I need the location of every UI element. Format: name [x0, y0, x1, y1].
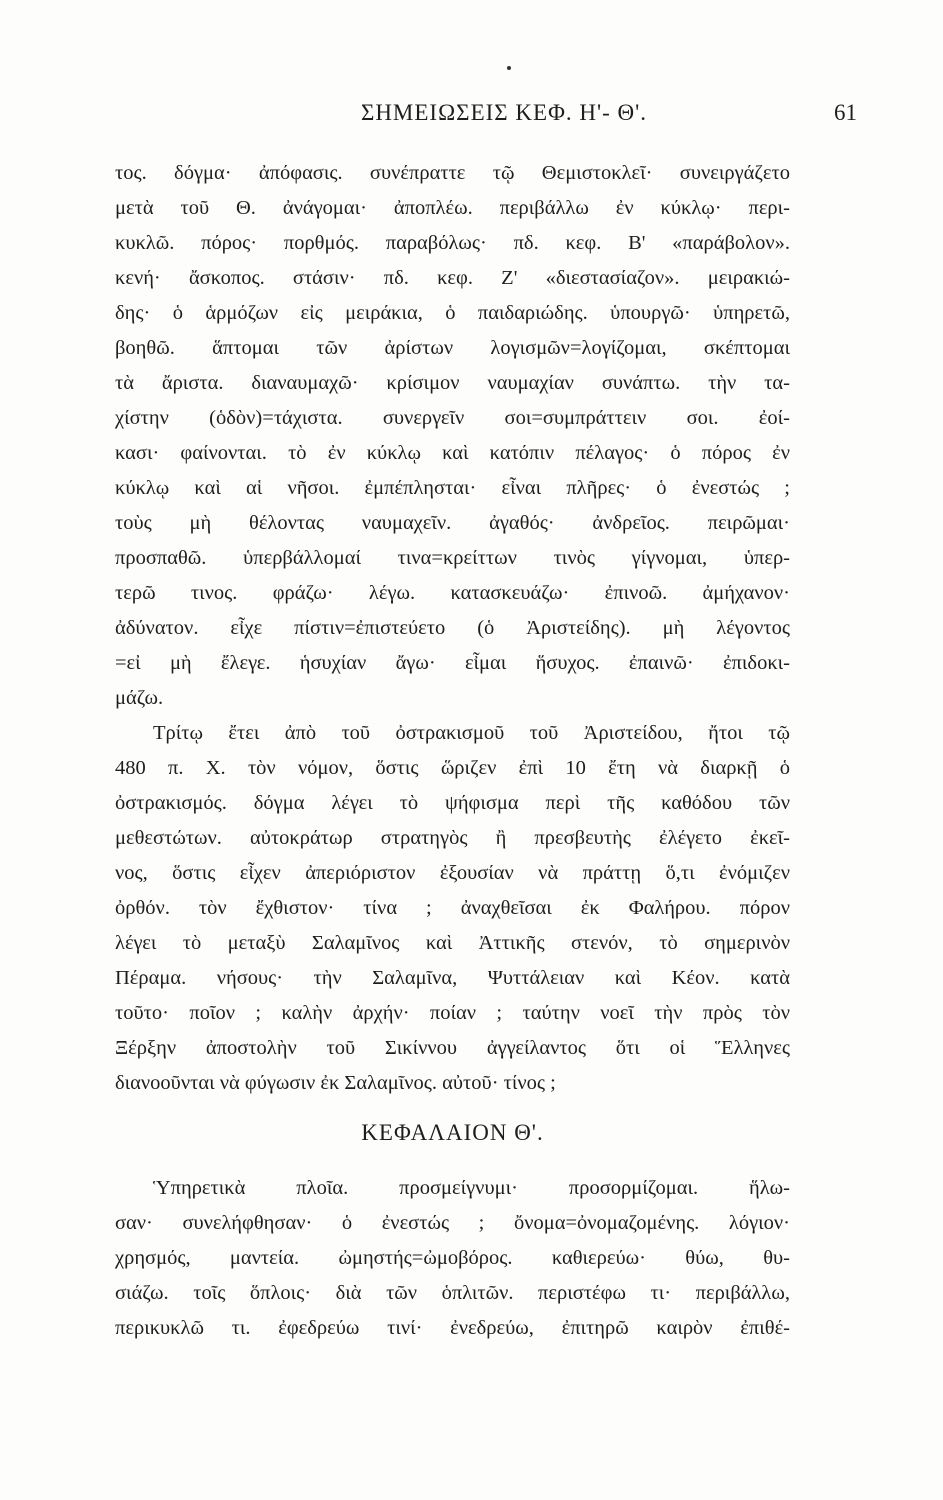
text-line: 480 π. Χ. τὸν νόμον, ὅστις ὥριζεν ἐπὶ 10 ἔτη νὰ διαρκῇ ὁ — [115, 757, 790, 779]
page-number: 61 — [834, 100, 857, 125]
text-line: κενή· ἄσκοπος. στάσιν· πδ. κεφ. Ζ' «διεστασίαζον». μειρακιώ- — [115, 267, 790, 289]
ink-speck — [507, 66, 511, 70]
text-line: προσπαθῶ. ὑπερβάλλομαί τινα=κρείττων τινὸς γίγνομαι, ὑπερ- — [115, 547, 790, 569]
text-line: περικυκλῶ τι. ἐφεδρεύω τινί· ἐνεδρεύω, ἐπιτηρῶ καιρὸν ἐπιθέ- — [115, 1317, 790, 1339]
page-header — [0, 100, 943, 140]
text-line: κασι· φαίνονται. τὸ ἐν κύκλῳ καὶ κατόπιν πέλαγος· ὁ πόρος ἐν — [115, 442, 790, 464]
text-line: μετὰ τοῦ Θ. ἀνάγομαι· ἀποπλέω. περιβάλλω ἐν κύκλῳ· περι- — [115, 197, 790, 219]
text-line: λέγει τὸ μεταξὺ Σαλαμῖνος καὶ Ἀττικῆς στενόν, τὸ σημερινὸν — [115, 932, 790, 954]
text-line: χρησμός, μαντεία. ὠμηστής=ὠμοβόρος. καθιερεύω· θύω, θυ- — [115, 1247, 790, 1269]
text-line: κύκλῳ καὶ αἱ νῆσοι. ἐμπέπλησται· εἶναι πλῆρες· ὁ ἐνεστώς ; — [115, 477, 790, 499]
text-line: χίστην (ὁδὸν)=τάχιστα. συνεργεῖν σοι=συμπράττειν σοι. ἐοί- — [115, 407, 790, 429]
chapter-heading: ΚΕΦΑΛΑΙΟΝ Θ'. — [361, 1120, 544, 1145]
text-line: Ὑπηρετικὰ πλοῖα. προσμείγνυμι· προσορμίζομαι. ἥλω- — [153, 1177, 790, 1199]
text-line: τοὺς μὴ θέλοντας ναυμαχεῖν. ἀγαθός· ἀνδρεῖος. πειρῶμαι· — [115, 512, 790, 534]
text-line: τοῦτο· ποῖον ; καλὴν ἀρχήν· ποίαν ; ταύτην νοεῖ τὴν πρὸς τὸν — [115, 1002, 790, 1024]
text-line: μεθεστώτων. αὐτοκράτωρ στρατηγὸς ἢ πρεσβευτὴς ἐλέγετο ἐκεῖ- — [115, 827, 790, 849]
text-line: ὀρθόν. τὸν ἔχθιστον· τίνα ; ἀναχθεῖσαι ἐκ Φαλήρου. πόρον — [115, 897, 790, 919]
text-line: Ξέρξην ἀποστολὴν τοῦ Σικίννου ἀγγείλαντος ὅτι οἱ Ἕλληνες — [115, 1037, 790, 1059]
text-line: =εἰ μὴ ἔλεγε. ἡσυχίαν ἄγω· εἶμαι ἥσυχος. ἐπαινῶ· ἐπιδοκι- — [115, 652, 790, 674]
text-line: διανοοῦνται νὰ φύγωσιν ἐκ Σαλαμῖνος. αὐτοῦ· τίνος ; — [115, 1072, 556, 1094]
text-line: μάζω. — [115, 687, 164, 709]
text-line: τὰ ἄριστα. διαναυμαχῶ· κρίσιμον ναυμαχίαν συνάπτω. τὴν τα- — [115, 372, 790, 394]
text-line: τερῶ τινος. φράζω· λέγω. κατασκευάζω· ἐπινοῶ. ἀμήχανον· — [115, 582, 790, 604]
text-line: κυκλῶ. πόρος· πορθμός. παραβόλως· πδ. κεφ. Β' «παράβολον». — [115, 232, 790, 254]
text-line: νος, ὅστις εἶχεν ἀπεριόριστον ἐξουσίαν νὰ πράττῃ ὅ,τι ἐνόμιζεν — [115, 862, 790, 884]
text-line: ὀστρακισμός. δόγμα λέγει τὸ ψήφισμα περὶ τῆς καθόδου τῶν — [115, 792, 790, 814]
text-line: Πέραμα. νήσους· τὴν Σαλαμῖνα, Ψυττάλειαν καὶ Κέον. κατὰ — [115, 967, 790, 989]
text-line: Τρίτῳ ἔτει ἀπὸ τοῦ ὀστρακισμοῦ τοῦ Ἀριστείδου, ἤτοι τῷ — [153, 722, 790, 744]
text-line: βοηθῶ. ἅπτομαι τῶν ἀρίστων λογισμῶν=λογίζομαι, σκέπτομαι — [115, 337, 790, 359]
text-line: ἀδύνατον. εἶχε πίστιν=ἐπιστεύετο (ὁ Ἀριστείδης). μὴ λέγοντος — [115, 617, 790, 639]
text-line: δης· ὁ ἁρμόζων εἰς μειράκια, ὁ παιδαριώδης. ὑπουργῶ· ὑπηρετῶ, — [115, 302, 790, 324]
text-line: τος. δόγμα· ἀπόφασις. συνέπραττε τῷ Θεμιστοκλεῖ· συνειργάζετο — [115, 162, 790, 184]
running-head: ΣΗΜΕΙΩΣΕΙΣ ΚΕΦ. Η'- Θ'. — [360, 100, 648, 125]
text-line: σαν· συνελήφθησαν· ὁ ἐνεστώς ; ὄνομα=ὀνομαζομένης. λόγιον· — [115, 1212, 790, 1234]
text-line: σιάζω. τοῖς ὅπλοις· διὰ τῶν ὁπλιτῶν. περιστέφω τι· περιβάλλω, — [115, 1282, 790, 1304]
